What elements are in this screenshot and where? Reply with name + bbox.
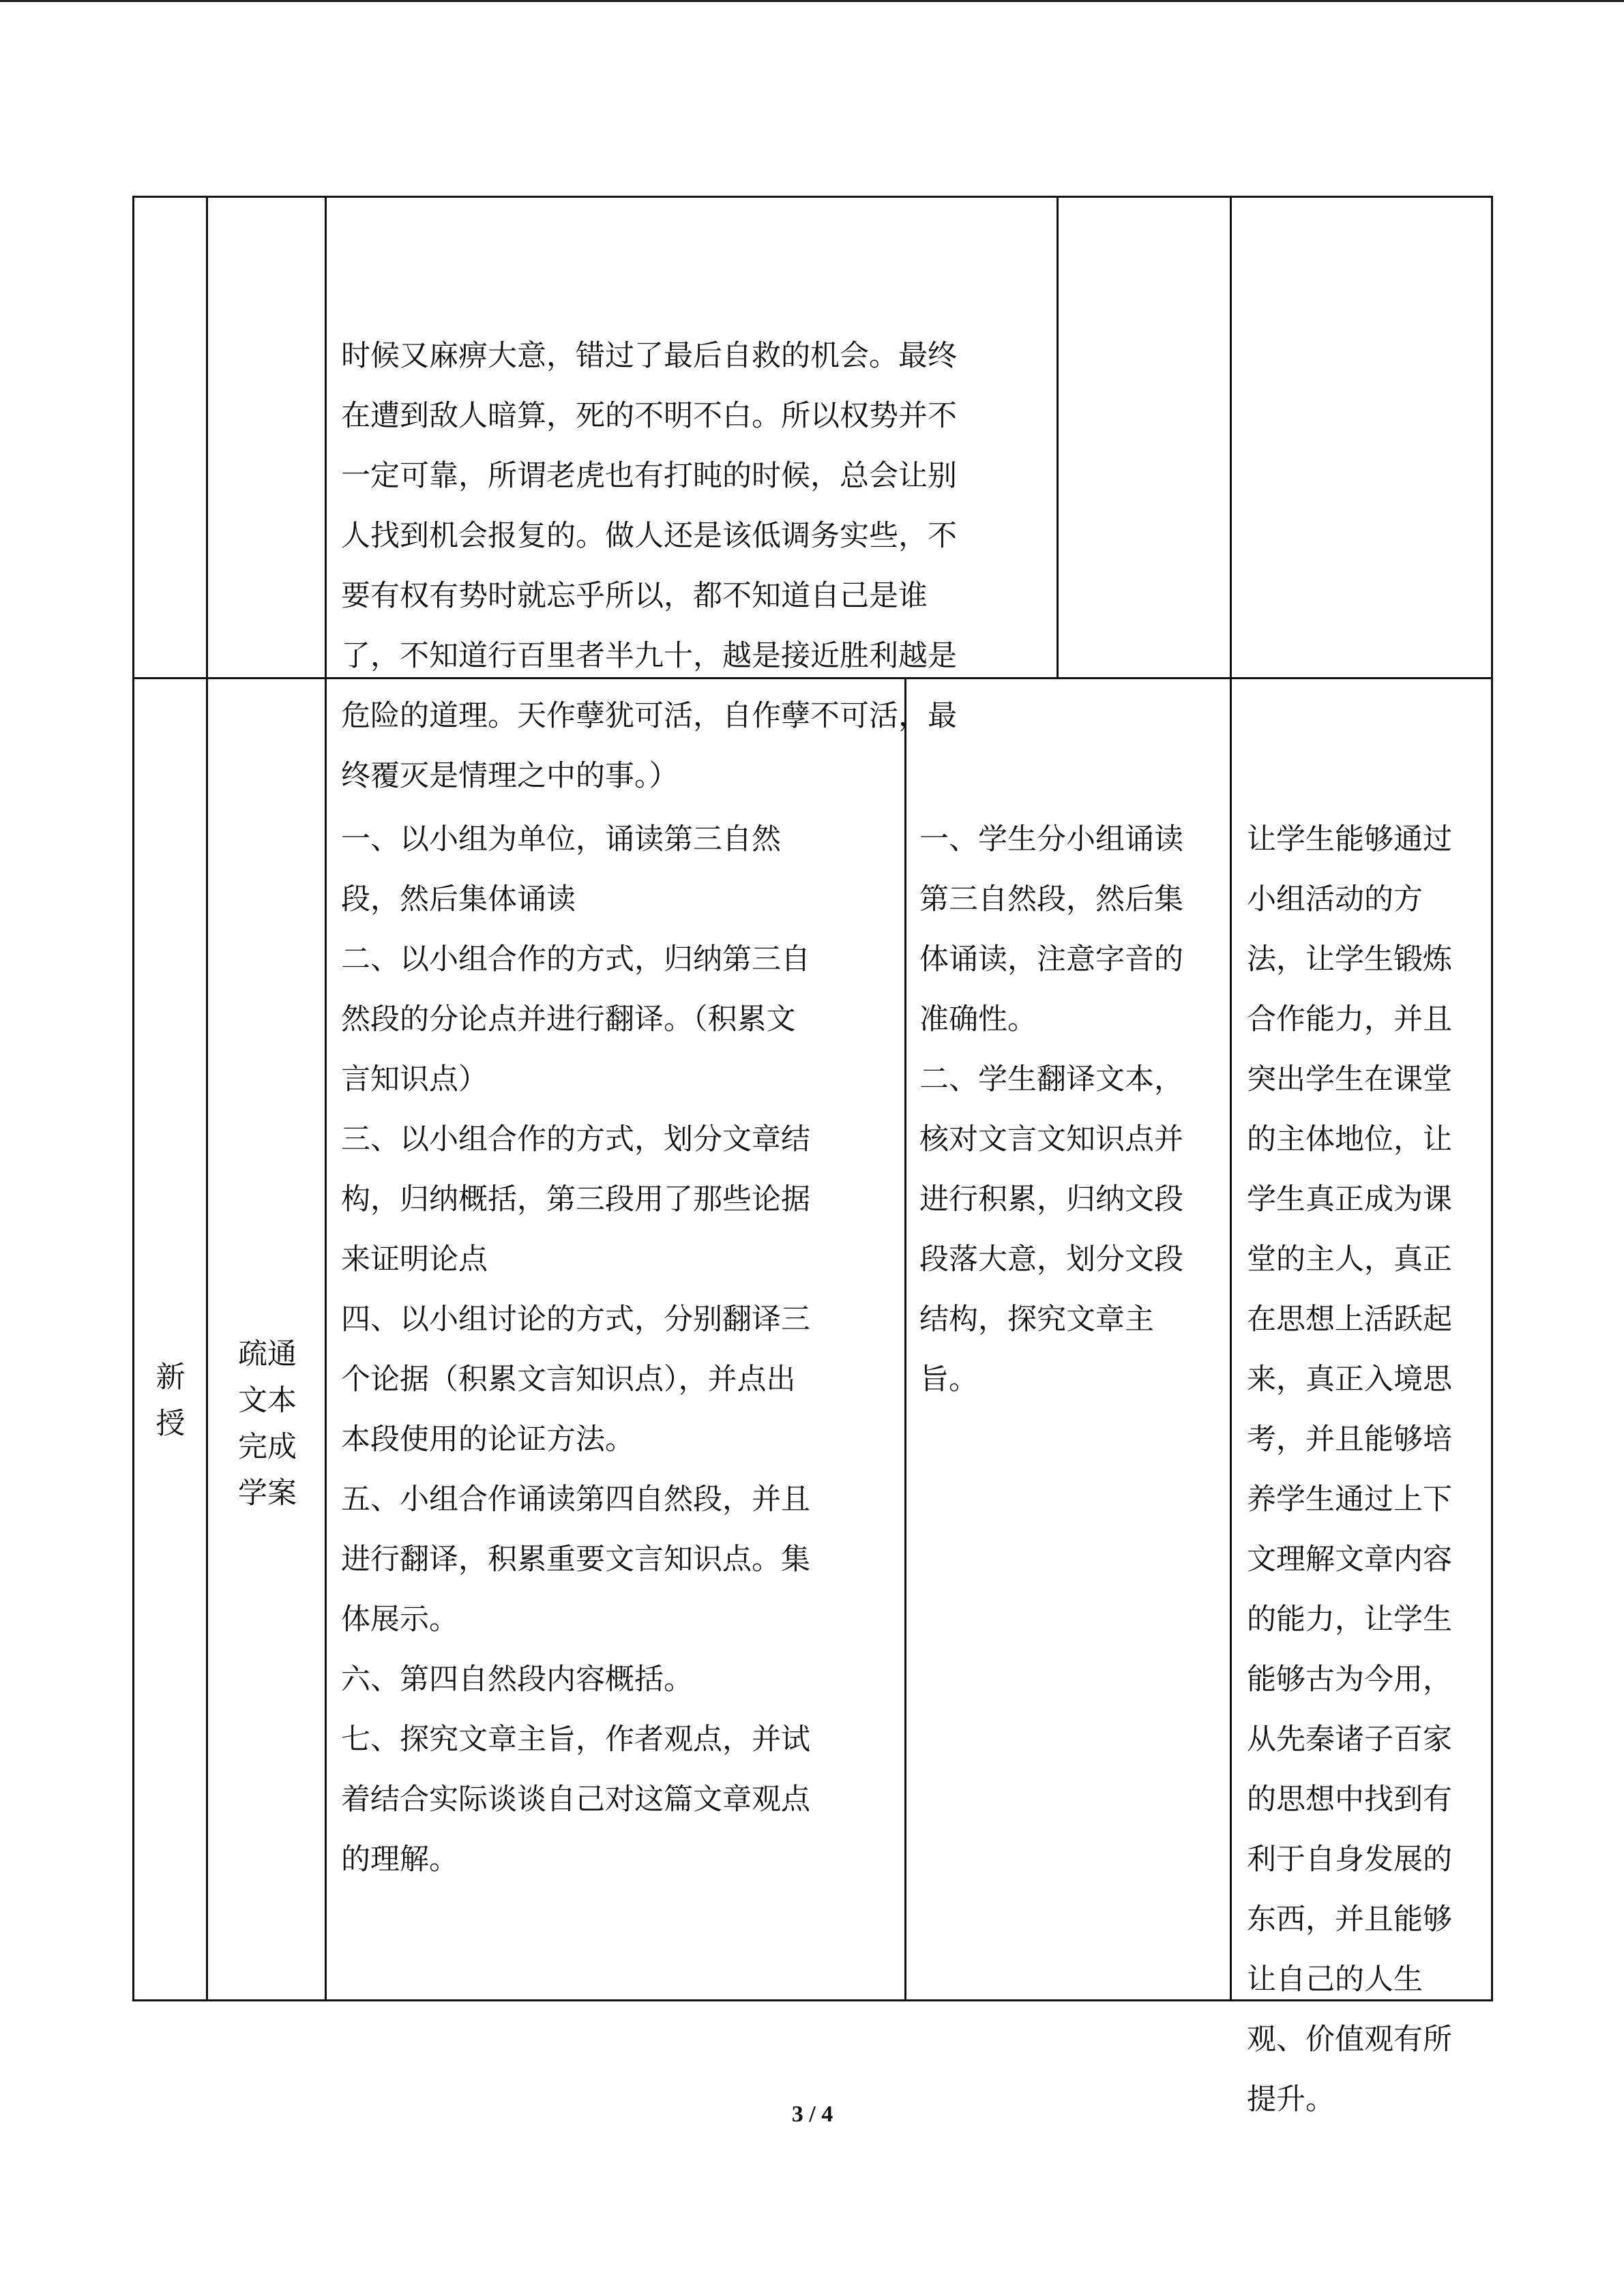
column-divider-row1: [1057, 196, 1059, 679]
teacher-activity-cell: [341, 689, 895, 1992]
design-intent-cell: [1247, 689, 1487, 2117]
row1-content-cell: [341, 206, 1054, 793]
student-activity-text: 一、学生分小组诵读 第三自然段，然后集 体诵读，注意字音的 准确性。 二、学生翻译文本， 核对文言文知识点并 进行积累，归纳文段 段落大意，划分文段 结构，探究文章主 旨。: [919, 822, 1183, 1397]
page-top-border: [0, 0, 1624, 2]
stage-label: 新 授: [156, 1360, 186, 1441]
table-right-border: [1491, 196, 1493, 2001]
step-label: 疏通 文本 完成 学案: [238, 1337, 297, 1510]
table-left-border: [132, 196, 134, 2001]
teacher-activity-text: 一、以小组为单位，诵读第三自然 段，然后集体诵读 二、以小组合作的方式，归纳第三自 然段的分论点并进行翻译。（积累文 言知识点） 三、以小组合作的方式，划分文章结 构，归纳概括，第三段用了那些论据 来证明论点 四、以小组讨论的方式，分别翻译三 个论据（积累文言知识点），并点出 本段使用的论证方法。 五、小组合作诵读第四自然段，并且 进行翻译，积累重要文言知识点。集 体展示。 六、第四自然段内容概括。 七、探究文章主旨，作者观点，并试 着结合实际谈谈自己对这篇文章观点 的理解。: [341, 822, 810, 1877]
column-divider-student: [1230, 196, 1232, 2001]
student-activity-cell: [919, 689, 1223, 1992]
page-number: 3 / 4: [791, 2102, 833, 2127]
row1-content-text: 时候又麻痹大意，错过了最后自救的机会。最终 在遭到敌人暗算，死的不明不白。所以权势并不 一定可靠，所谓老虎也有打盹的时候，总会让别 人找到机会报复的。做人还是该低调务实些，不 要有权有势时就忘乎所以，都不知道自己是谁 了，不知道行百里者半九十，越是接近胜利越是 危险的道理。天作孽犹可活，自作孽不可活，最 终覆灭是情理之中的事。）: [341, 339, 957, 793]
stage-cell: [138, 1262, 203, 1441]
column-divider-stage: [206, 196, 208, 2001]
column-divider-step: [325, 196, 327, 2001]
step-cell: [213, 1238, 321, 1510]
table-top-border: [132, 196, 1492, 198]
design-intent-text: 让学生能够通过 小组活动的方 法，让学生锻炼 合作能力，并且 突出学生在课堂 的主体地位，让 学生真正成为课 堂的主人，真正 在思想上活跃起 来，真正入境思 考，并且能够培 养学生通过上下 文理解文章内容 的能力，让学生 能够古为今用， 从先秦诸子百家 的思想中找到有 利于自身发展的 东西，并且能够 让自己的人生 观、价值观有所 提升。: [1247, 822, 1452, 2117]
